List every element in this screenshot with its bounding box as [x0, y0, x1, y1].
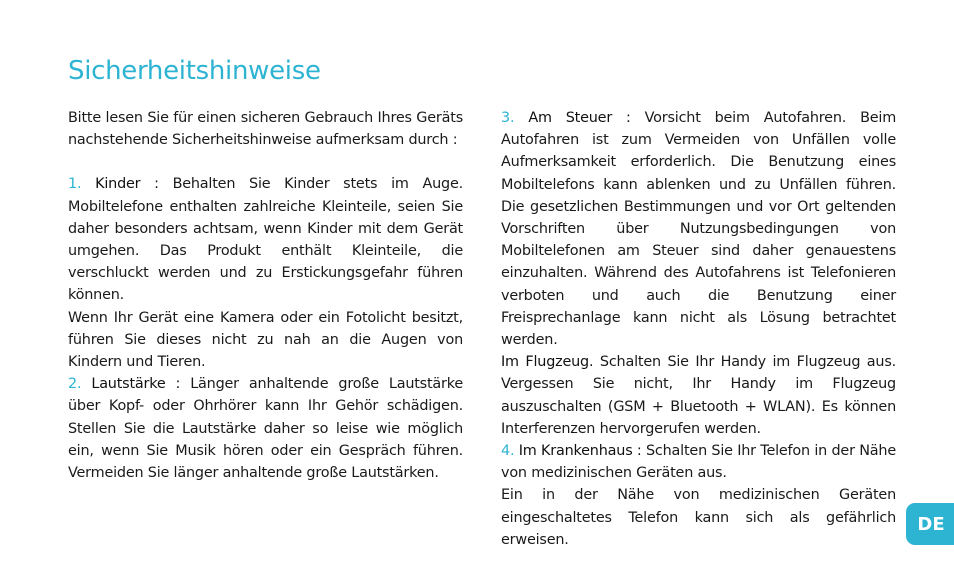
- section-lautstaerke: [68, 373, 463, 484]
- section-heading: Kinder :: [95, 176, 159, 193]
- section-im-krankenhaus: [501, 440, 896, 484]
- section-text: Länger anhaltende große Lautstärke über Kopf- oder Ohrhörer kann Ihr Gehör schädigen. Stellen Sie die Lautstärke daher so leise wie möglich ein, wenn Sie Musik hören oder ein Gespräch führen. Vermeiden Sie länger anhaltende große Lautstärken.: [68, 376, 464, 482]
- intro-text: Bitte lesen Sie für einen sicheren Gebrauch Ihres Geräts nachstehende Sicherheitshinweise aufmerksam durch :: [68, 110, 463, 149]
- section-text: Schalten Sie Ihr Telefon in der Nähe von medizinischen Geräten aus.: [501, 443, 896, 482]
- section-kinder: [68, 173, 463, 306]
- section-number: 1.: [68, 176, 82, 193]
- section-text: Wenn Ihr Gerät eine Kamera oder ein Fotolicht besitzt, führen Sie dieses nicht zu nah an die Augen von Kindern und Tieren.: [68, 309, 463, 371]
- section-text: Vorsicht beim Autofahren. Beim Autofahren ist zum Vermeiden von Unfällen volle Aufmerksamkeit erforderlich. Die Benutzung eines Mobiltelefons kann ablenken und zu Unfällen führen. Die gesetzlichen Bestimmungen und vor Ort geltenden Vorschriften über Nutzungsbedingungen von Mobiltelefonen am Steuer sind daher genauestens einzuhalten. Während des Autofahrens ist Telefonieren verboten und auch die Benutzung einer Freisprechanlage kann nicht als Lösung betrachtet werden.: [501, 110, 897, 349]
- section-text: Ein in der Nähe von medizinischen Geräten eingeschaltetes Telefon kann sich als gefährlich erweisen.: [501, 487, 896, 548]
- right-column: [501, 107, 896, 551]
- section-heading: Lautstärke :: [91, 376, 181, 393]
- section-number: 3.: [501, 110, 515, 126]
- section-heading: Am Steuer :: [528, 110, 631, 126]
- language-tab: DE: [906, 503, 954, 545]
- subsection-im-flugzeug: [501, 351, 896, 440]
- subsection-text: Schalten Sie Ihr Handy im Flugzeug aus. Vergessen Sie nicht, Ihr Handy im Flugzeug auszuschalten (GSM + Bluetooth + WLAN). Es können Interferenzen hervorgerufen werden.: [501, 354, 896, 437]
- spacer: [68, 151, 463, 173]
- section-heading: Im Krankenhaus :: [518, 443, 642, 460]
- section-number: 2.: [68, 376, 82, 393]
- section-number: 4.: [501, 443, 515, 460]
- subsection-heading: Im Flugzeug.: [501, 354, 594, 371]
- section-text: Behalten Sie Kinder stets im Auge. Mobiltelefone enthalten zahlreiche Kleinteile, seien Sie daher besonders achtsam, wenn Kinder mit dem Gerät umgehen. Das Produkt enthält Kleinteile, die verschluckt werden und zu Erstickungsgefahr führen können.: [68, 176, 463, 304]
- section-am-steuer: [501, 107, 896, 351]
- page-title: Sicherheitshinweise: [68, 56, 321, 86]
- left-column: [68, 107, 463, 484]
